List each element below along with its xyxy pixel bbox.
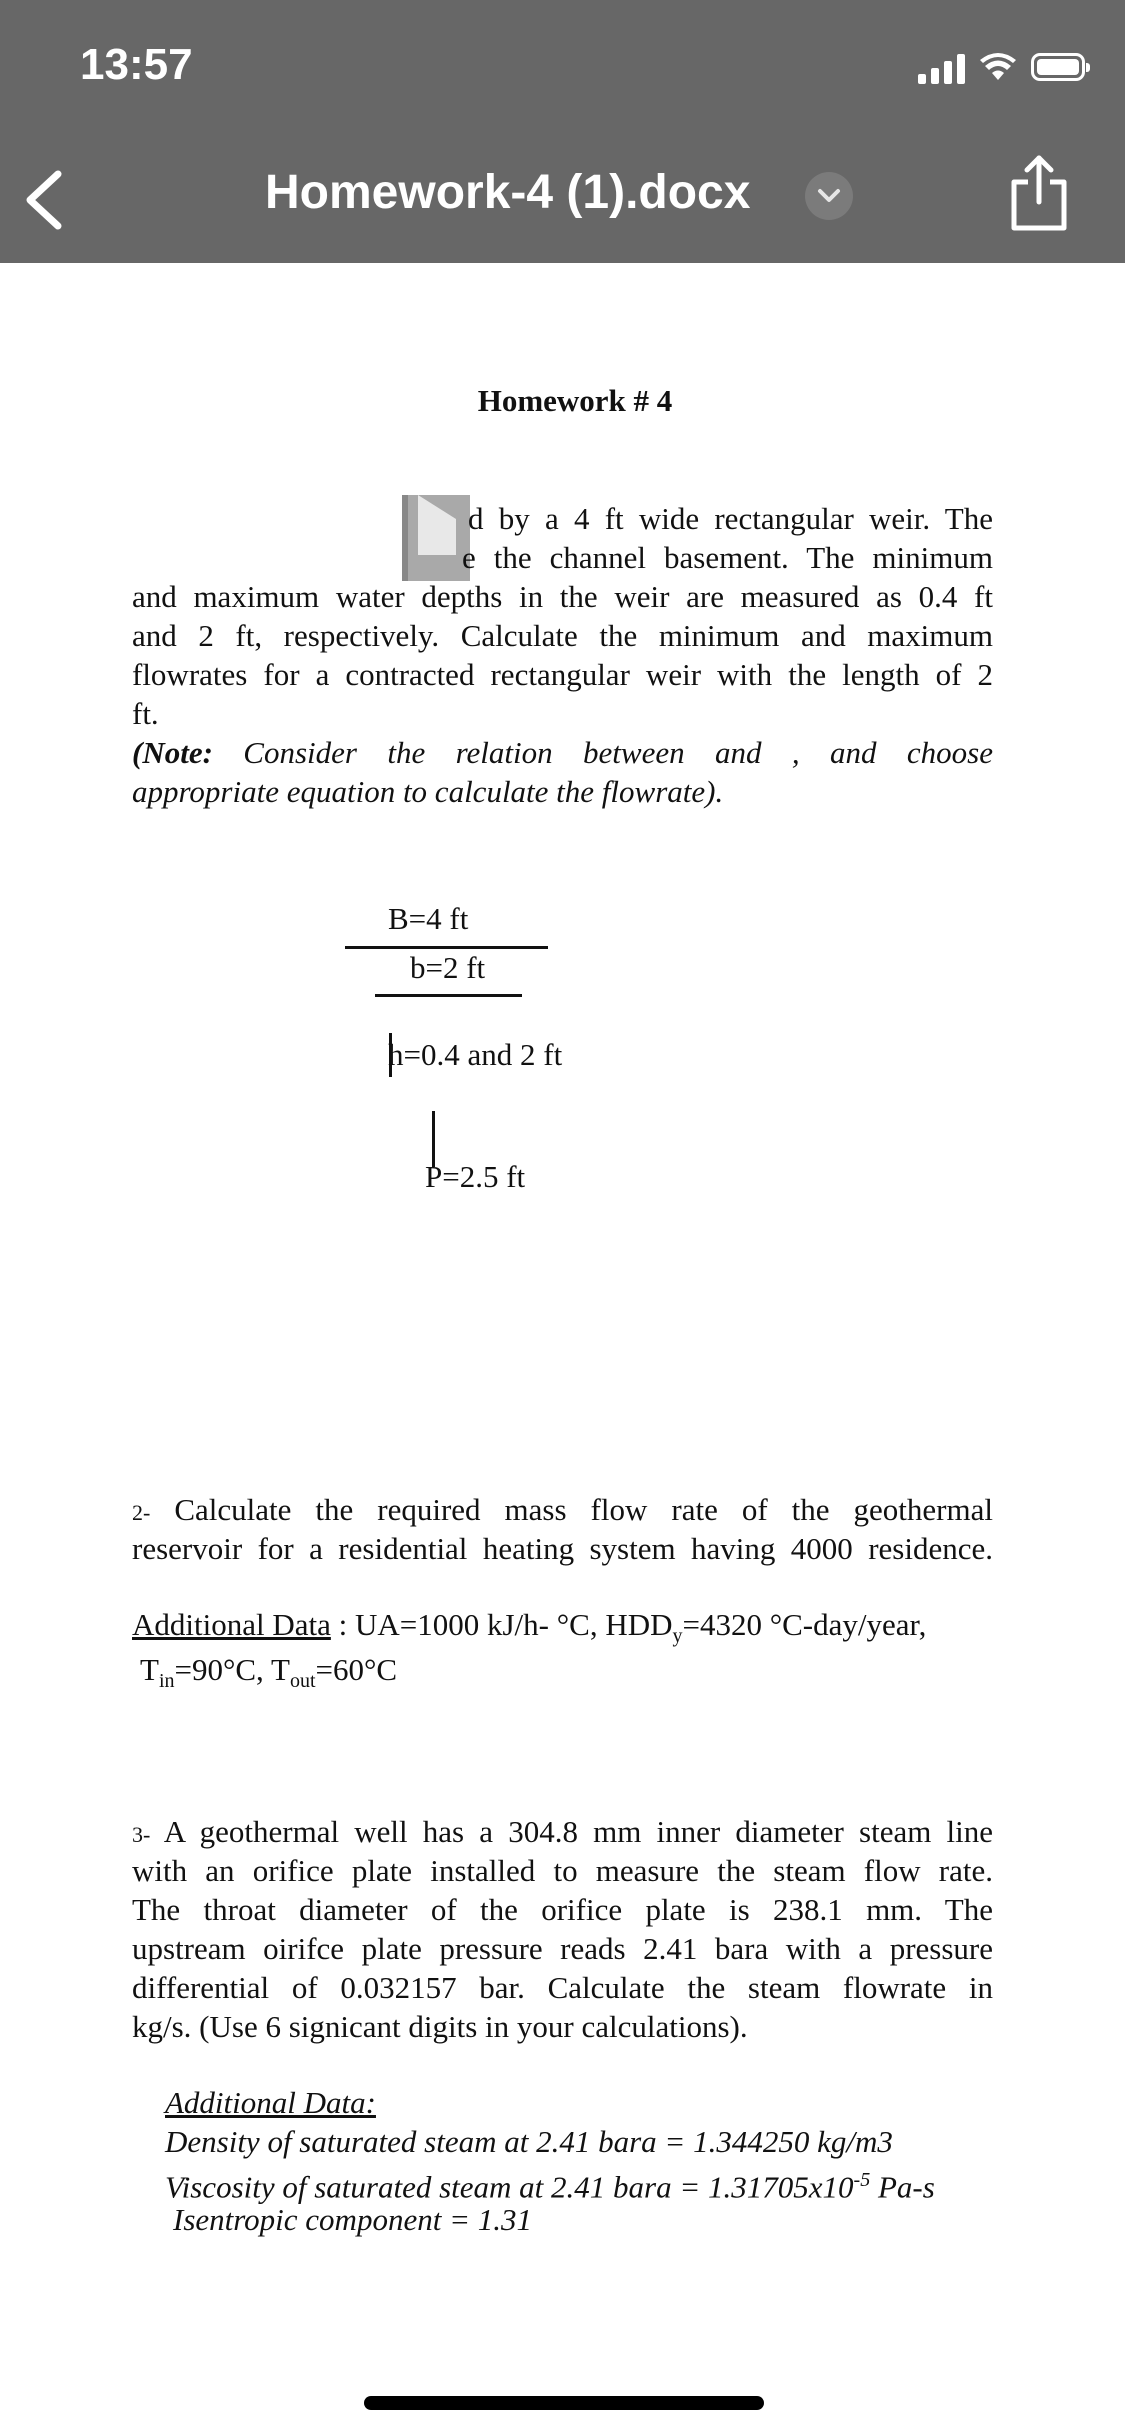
- problem2-number: 2-: [132, 1500, 151, 1525]
- page-title: Homework # 4: [477, 383, 673, 418]
- tin-subscript: in: [158, 1670, 175, 1693]
- document-title[interactable]: Homework-4 (1).docx: [265, 166, 751, 219]
- wifi-icon: [979, 52, 1017, 82]
- note-label: (Note:: [132, 735, 213, 770]
- back-chevron-icon[interactable]: [20, 168, 70, 232]
- problem3-additional-label: Additional Data:: [165, 2085, 376, 2120]
- problem1-note-line2: appropriate equation to calculate the flowrate).: [132, 774, 724, 809]
- tin-value: =90°C, T: [174, 1652, 290, 1687]
- status-icons: [918, 50, 1085, 84]
- problem3-data-isentropic: Isentropic component = 1.31: [173, 2202, 532, 2237]
- figure-P-label: P=2.5 ft: [425, 1159, 526, 1194]
- chevron-down-icon: [817, 188, 841, 204]
- viscosity-unit: Pa-s: [870, 2169, 935, 2205]
- problem3-data-density: Density of saturated steam at 2.41 bara = 1.344250 kg/m3: [165, 2124, 893, 2159]
- home-indicator[interactable]: [364, 2396, 764, 2410]
- figure-b-label: b=2 ft: [410, 950, 486, 985]
- additional-data-text2: =4320 °C-day/year,: [682, 1607, 927, 1642]
- problem3-line5: differential of 0.032157 bar. Calculate the steam flowrate in: [132, 1970, 993, 2005]
- status-time: 13:57: [80, 40, 193, 89]
- problem2-line2: reservoir for a residential heating system having 4000 residence.: [132, 1531, 993, 1566]
- problem1-line4: and 2 ft, respectively. Calculate the minimum and maximum: [132, 618, 993, 653]
- problem1-line3: and maximum water depths in the weir are measured as 0.4 ft: [132, 579, 993, 614]
- problem3-number: 3-: [132, 1822, 151, 1847]
- problem1-note: [132, 733, 993, 772]
- additional-data-label: Additional Data: [132, 1607, 331, 1642]
- viscosity-text: Viscosity of saturated steam at 2.41 bara = 1.31705x10: [165, 2169, 854, 2205]
- problem2-text: Calculate the required mass flow rate of the geothermal: [150, 1492, 993, 1527]
- viscosity-exponent: -5: [853, 2169, 871, 2191]
- problem3-line4: upstream oirifce plate pressure reads 2.41 bara with a pressure: [132, 1931, 993, 1966]
- title-menu-button[interactable]: [805, 172, 853, 220]
- problem1-line6: ft.: [132, 696, 159, 731]
- problem3-line3: The throat diameter of the orifice plate is 238.1 mm. The: [132, 1892, 993, 1927]
- figure-h-label: h=0.4 and 2 ft: [388, 1037, 563, 1072]
- problem3-line1: [132, 1812, 993, 1854]
- figure-b-line: [375, 994, 522, 997]
- problem3-line2: with an orifice plate installed to measure the steam flow rate.: [132, 1853, 993, 1888]
- cellular-signal-icon: [918, 50, 965, 84]
- note-text: Consider the relation between and , and choose: [212, 735, 993, 770]
- problem2-additional-data: [132, 1605, 1002, 1656]
- problem1-line5: flowrates for a contracted rectangular weir with the length of 2: [132, 657, 993, 692]
- additional-data-text: : UA=1000 kJ/h- °C, HDD: [330, 1607, 673, 1642]
- problem2-temperatures: [140, 1650, 397, 1701]
- share-icon[interactable]: [1008, 152, 1070, 234]
- document-page: [0, 263, 1125, 2436]
- problem3-text: A geothermal well has a 304.8 mm inner diameter steam line: [150, 1814, 993, 1849]
- figure-B-label: B=4 ft: [388, 901, 469, 936]
- problem2-line1: [132, 1490, 993, 1532]
- battery-icon: [1031, 53, 1085, 81]
- hdd-subscript: y: [672, 1625, 683, 1648]
- tin-symbol: T: [140, 1652, 159, 1687]
- image-fragment: [402, 495, 470, 581]
- tout-value: =60°C: [315, 1652, 398, 1687]
- problem1-line2: e the channel basement. The minimum: [462, 540, 993, 575]
- tout-subscript: out: [289, 1670, 316, 1693]
- problem3-line6: kg/s. (Use 6 signicant digits in your calculations).: [132, 2009, 748, 2044]
- top-bar: [0, 0, 1125, 263]
- problem1-line1: d by a 4 ft wide rectangular weir. The: [468, 501, 993, 536]
